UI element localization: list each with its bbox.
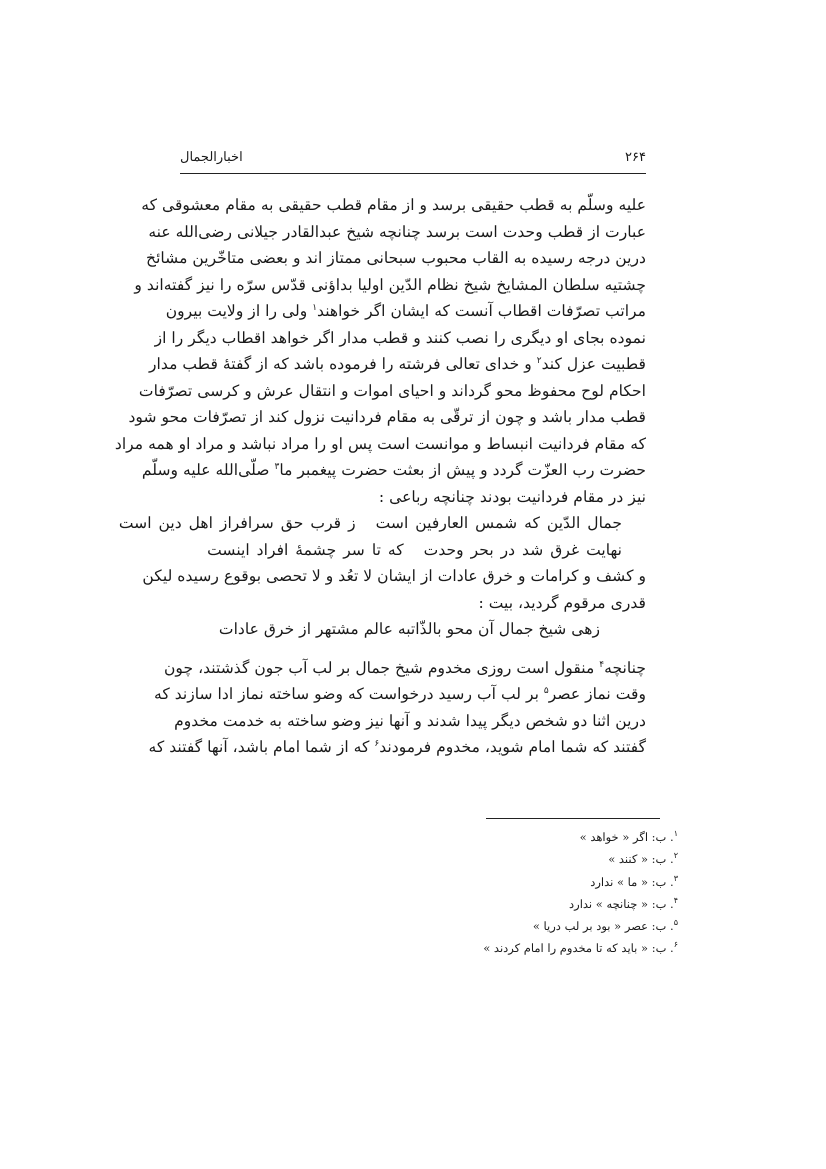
text-line: عبارت از قطب وحدت است برسد چنانچه شیخ عبدالقادر جیلانی رضی‌الله عنه: [148, 222, 646, 241]
hemistich: جمال الدّین که شمس العارفین است: [375, 514, 622, 532]
text-line: حضرت رب العزّت گردد و پیش از بعثت حضرت پیغمبر ما$^۳$ صلّی‌الله علیه وسلّم: [141, 461, 646, 479]
footnote-rule: [486, 818, 660, 819]
hemistich: به عالم مشتهر از خرق عادات: [218, 620, 411, 638]
footnote-ref: ۱: [312, 302, 318, 313]
text-line: چنانچه$^۴$ منقول است روزی مخدوم شیخ جمال بر لب آب جون گذشتند، چون: [163, 658, 646, 677]
footnote: $^۶$. ب: « باید که تا مخدوم را امام کردند »: [483, 940, 678, 956]
text-line: درین درجه رسیده به القاب محبوب سبحانی ممتاز اند و بعضی متاخّرین مشائخ: [146, 249, 646, 267]
rubai-verse-1: [118, 510, 646, 537]
body-text: [114, 192, 646, 761]
footnote-ref: ۳: [274, 461, 280, 472]
hemistich: نهایت غرق شد در بحر وحدت: [423, 540, 622, 559]
header-rule: [180, 173, 646, 174]
text-line: وقت نماز عصر$^۵$ بر لب آب رسید درخواست که وضو ساخته نماز ادا سازند که: [153, 685, 646, 703]
footnote: $^۱$. ب: اگر « خواهد »: [579, 829, 678, 844]
text-line: درین اثنا دو شخص دیگر پیدا شدند و آنها نیز وضو ساخته به خدمت مخدوم: [174, 711, 646, 730]
footnote: $^۲$. ب: « کنند »: [608, 851, 678, 867]
hemistich: زهی شیخ جمال آن محو بالذّات: [410, 620, 600, 638]
page-number: ۲۶۴: [625, 150, 646, 165]
rubai-verse-2: [180, 537, 646, 564]
text-line: چشتیه سلطان المشایخ شیخ نظام الدّین اولیا بداؤنی قدّس سرّه را نیز گفته‌اند و: [134, 275, 646, 294]
hemistich: ز قرب حق سرافراز اهل دین است: [118, 514, 356, 532]
footnote-ref: ۶: [374, 738, 380, 749]
footnote: $^۴$. ب: « چنانچه » ندارد: [569, 896, 678, 911]
footnotes: [380, 826, 680, 960]
bayt-verse: [180, 616, 646, 643]
footnote-ref: ۴: [599, 659, 605, 670]
hemistich: که تا سر چشمهٔ افراد اینست: [207, 540, 404, 559]
text-line: که مقام فردانیت انبساط و موانست است پس او را مراد نباشد و مراد او همه مراد: [114, 434, 646, 453]
text-line: گفتند که شما امام شوید، مخدوم فرمودند$^۶$ که از شما امام باشد، آنها گفتند که: [148, 738, 646, 756]
text-line: نموده بجای او دیگری را نصب کنند و قطب مدار اگر خواهد اقطاب دیگر را از: [154, 328, 646, 347]
text-line: قطب مدار باشد و چون از ترقّی به مقام فردانیت نزول کند از تصرّفات محو شود: [128, 408, 646, 426]
text-line: احکام لوح محفوظ محو گرداند و احیای اموات و انتقال عرش و کرسی تصرّفات: [138, 381, 646, 400]
footnote: $^۳$. ب: « ما » ندارد: [590, 873, 678, 889]
text-line: نیز در مقام فردانیت بودند چنانچه رباعی :: [378, 487, 646, 506]
text-line: مراتب تصرّفات اقطاب آنست که ایشان اگر خواهند$^۱$ ولی را از ولایت بیرون: [165, 302, 646, 320]
text-line: و کشف و کرامات و خرق عادات از ایشان لا تعُد و لا تحصی بوقوع رسیده لیکن: [142, 567, 646, 585]
footnote-ref: ۵: [543, 685, 549, 696]
running-header: [180, 148, 646, 174]
running-title: اخبارالجمال: [180, 150, 243, 165]
text-line: قدری مرقوم گردید، بیت :: [478, 593, 646, 612]
text-line: قطبیت عزل کند$^۲$ و خدای تعالی فرشته را فرموده باشد که از گفتهٔ قطب مدار: [149, 355, 646, 373]
footnote: $^۵$. ب: عصر « بود بر لب دریا »: [532, 918, 678, 934]
footnote-ref: ۲: [536, 355, 542, 366]
text-line: علیه وسلّم به قطب حقیقی برسد و از مقام قطب حقیقی به مقام معشوقی که: [141, 196, 646, 214]
